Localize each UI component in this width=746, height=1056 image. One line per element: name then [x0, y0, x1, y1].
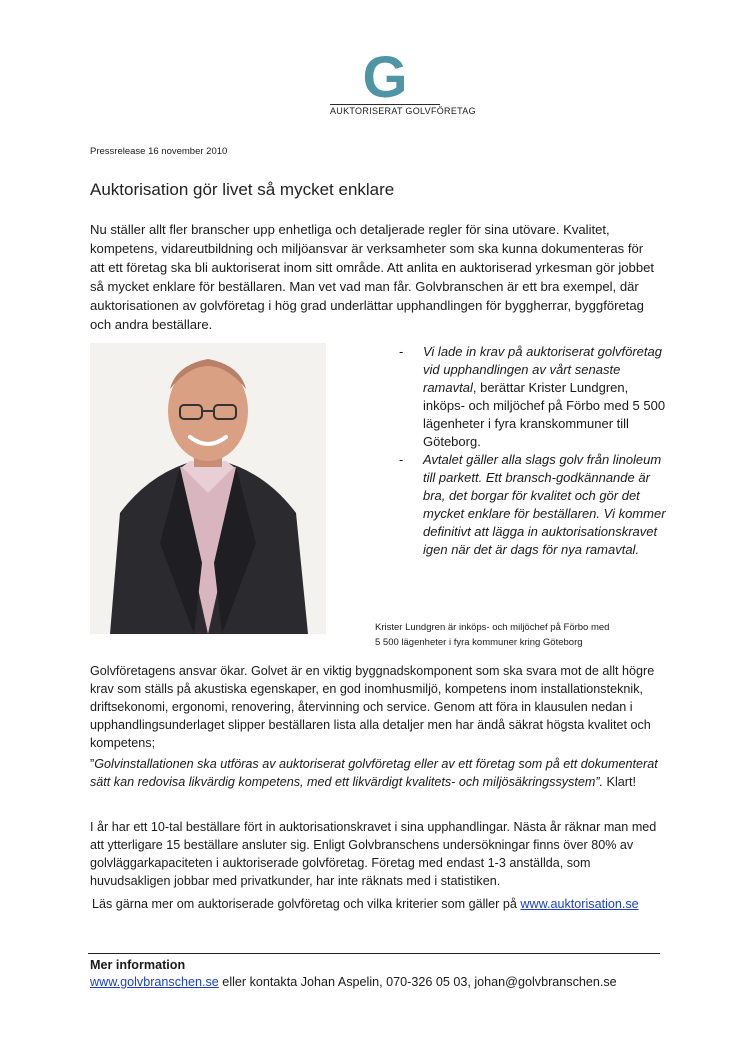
quote-item [396, 451, 666, 559]
photo-caption [375, 620, 665, 650]
logo-caption: AUKTORISERAT GOLVFÖRETAG [330, 106, 476, 116]
svg-text:G: G [362, 50, 408, 104]
intro-paragraph: Nu ställer allt fler branscher upp enhetliga och detaljerade regler för sina utövare. Kvalitet, kompetens, vidareutbildning och miljöansvar är verksamheter som ska kunna dokumenteras för att ett företag ska bli auktoriserat inom sitt område. Att anlita en auktoriserad yrkesman gör jobbet så mycket enklare för beställaren. Man vet vad man får. Golvbranschen är ett bra exempel, där auktorisationen av golvföretag i hög grad underlättar upphandlingen för byggherrar, byggföretag och andra beställare. [90, 222, 655, 332]
portrait-photo [90, 343, 326, 634]
caption-line-2: 5 500 lägenheter i fyra kommuner kring Göteborg [375, 637, 583, 648]
company-logo [330, 50, 476, 122]
contact-line [90, 975, 617, 989]
golvbranschen-link[interactable]: www.golvbranschen.se [90, 975, 219, 989]
quote-italic: Vi lade in krav på auktoriserat golvföretag vid upphandlingen av vårt senaste ramavtal [423, 344, 662, 395]
quote-list [396, 343, 666, 559]
responsibility-paragraph: Golvföretagens ansvar ökar. Golvet är en viktig byggnadskomponent som ska svara mot de allt högre krav som ställs på akustiska egenskaper, en god inomhusmiljö, kompetens inom installationsteknik, driftsekonomi, ergonomi, renovering, återvinning och service. Genom att föra in klausulen nedan i upphandlingsunderlaget slipper beställaren lista alla detaljer men har ändå säkrat högsta kvalitet och kompetens; [90, 664, 655, 750]
contact-text: eller kontakta Johan Aspelin, 070-326 05 03, johan@golvbranschen.se [218, 975, 617, 989]
quote-item [396, 343, 666, 451]
more-info-heading: Mer information [90, 958, 186, 972]
clause-text: Golvinstallationen ska utföras av auktoriserat golvföretag eller av ett företag som på ett dokumenterat sätt kan redovisa likvärdig kompetens, med ett likvärdigt kvalitets- och miljösäkringssystem”. [90, 757, 658, 789]
g-logo-icon [330, 50, 440, 104]
dash-marker: - [399, 344, 404, 359]
press-release-date: Pressrelease 16 november 2010 [90, 146, 228, 157]
clause-conclusion: Klart! [603, 775, 636, 789]
open-quote: ” [90, 757, 95, 771]
quote-italic: Avtalet gäller alla slags golv från linoleum till parkett. Ett bransch-godkännande är bra, det borgar för kvalitet och gör det mycket enklare för beställaren. Vi kommer definitivt att lägga in auktorisationskravet igen när det är dags för nya ramavtal. [423, 452, 666, 557]
clause-quote [90, 755, 660, 791]
page-title: Auktorisation gör livet så mycket enklare [90, 180, 395, 199]
read-more-line [92, 897, 639, 911]
dash-marker: - [399, 452, 404, 467]
statistics-paragraph: I år har ett 10-tal beställare fört in auktorisationskravet i sina upphandlingar. Nästa år räknar man med att ytterligare 15 beställare ansluter sig. Enligt Golvbranschens undersökningar finns över 80% av golvläggarkapaciteten i auktoriserade golvföretag. Företag med endast 1-3 anställda, som huvudsakligen jobbar med privatkunder, har inte räknats med i statistiken. [90, 820, 657, 888]
caption-line-1: Krister Lundgren är inköps- och miljöchef på Förbo med [375, 622, 610, 633]
quote-attribution: , berättar Krister Lundgren, inköps- och miljöchef på Förbo med 5 500 lägenheter i fyra kranskommuner till Göteborg. [423, 380, 666, 449]
auktorisation-link[interactable]: www.auktorisation.se [520, 897, 639, 911]
logo-divider [330, 104, 440, 105]
footer-divider [88, 953, 660, 954]
read-more-text: Läs gärna mer om auktoriserade golvföretag och vilka kriterier som gäller på [92, 897, 521, 911]
